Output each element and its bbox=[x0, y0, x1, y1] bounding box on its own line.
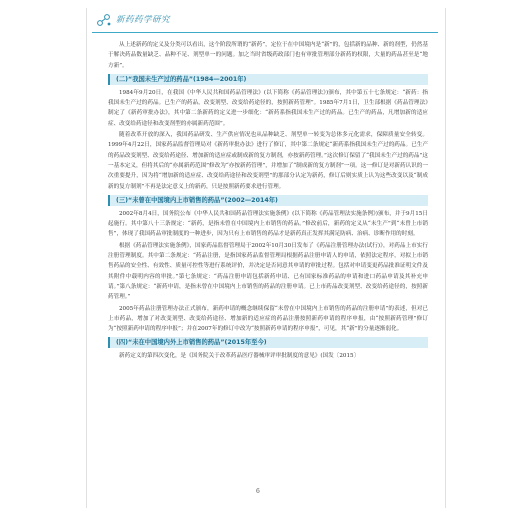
section-heading-2002-2014: (三)“未曾在中国境内上市销售的药品”(2002—2014年) bbox=[108, 195, 428, 206]
paragraph: 1984年9月20日，在我国《中华人民共和国药品管理法》(以下简称《药品管理法》)颁布，其中第五十七条规定：“新药：指我国未生产过的药品。已生产的药品，改变剂型、改变给药途径的，按照新药管理”。1985年7月1日，卫生部根据《药品管理法》制定了《新药审批办法》，其中第二条新药的定义进一步细化：“新药系指我国未生产过的药品。已生产的药品，凡增加新的适应症、改变给药途径和改变剂型的亦属新药范围”。 bbox=[108, 89, 428, 127]
page-number: 6 bbox=[256, 488, 260, 495]
header-title: 新药药学研究 bbox=[116, 15, 171, 25]
section-heading-2015: (四)“未在中国境内外上市销售的药品”(2015年至今) bbox=[108, 337, 428, 348]
paragraph: 2002年8月4日，国务院公布《中华人民共和国药品管理法实施条例》(以下简称《药品管理法实施条例》)颁布，并于9月15日起施行。其中第八十三条规定：“新药，是指未曾在中国境内上市销售的药品。”修改前后，新药的定义从“未生产”到“未曾上市销售”，体现了我国药品审批制度的一种进步，因为只有上市销售的药品才是新药真正发挥其满足防病、治病、诊断作用的时刻。 bbox=[108, 210, 428, 238]
paragraph: 新药定义的第四次变化，是《国务院关于改革药品医疗器械审评审批制度的意见》(国发〔2015〕 bbox=[119, 353, 360, 360]
paragraph: 2005年药品注册管理办法正式颁布，新药申请的概念继续保留“未曾在中国境内上市销售的药品的注册申请”的表述，但对已上市药品，增加了对改变剂型、改变给药途径、增加新的适应症的药品注册按照新药申请的程序申报，由“按照新药管理”修订为“按照新药申请的程序申报”；并在2007年的修订中改为“按照新药申请的程序申报”，可见，其“新”的分量逐渐弱化。 bbox=[108, 305, 428, 333]
paragraph: 从上述新药的定义及分类可以看出，这个阶段所谓的“新药”，定位于在中国境内是“新”的，包括新的品种、新的剂型，仍然基于解决药品数量缺乏、品种不足、剂型单一的问题。加之当时省级药政部门也有审批管理部分新药的权限，大量的药品甚至是“地方新”。 bbox=[108, 42, 428, 69]
section-heading-1984-2001: (二)“我国未生产过的药品”(1984—2001年) bbox=[108, 74, 428, 85]
paragraph: 随着改革开放的深入，我国药品研发、生产供应情况也从品种缺乏、剂型单一转变为总体多元化需求，保障质量安全转变。1999年4月22日，国家药品监督管理局对《新药审批办法》进行了修订，其中第二条规定“新药系指我国未生产过的药品。已生产的药品改变剂型、改变给药途径、增加新的适应症或制成新的复方制剂，亦按新药管理。”这次修订保留了“我国未生产过的药品”这一基本定义，但将其后的“亦属新药范围”修改为“亦按新药管理”，并增加了“制成新的复方制剂”一项。这一修订是对新药认识的一次重要提升，因为将“增加新的适应症、改变给药途径和改变剂型”的那部分认定为新药，修订后则实质上认为这些改变以及“制成新的复方制剂”不再是法定意义上的新药，只是按照新药要求进行管理。 bbox=[108, 132, 428, 190]
page-content bbox=[108, 40, 428, 363]
running-header bbox=[92, 10, 438, 33]
paragraph: 根据《药品管理法实施条例》，国家药品监督管理局于2002年10月30日发布了《药品注册管理办法(试行)》，对药品上市实行注册管理制度。其中第二条规定：“药品注册，是指国家药品监督管理局根据药品注册申请人的申请，依照法定程序，对拟上市销售药品的安全性、有效性、质量可控性等进行系统评价，并决定是否同意其申请的审批过程。包括对申请变更药品批准证明文件及其附件中载明内容的审批。”第七条规定：“药品注册申请包括新药申请、已有国家标准药品的申请和进口药品申请及其补充申请。”第八条规定：“新药申请，是指未曾在中国境内上市销售的药品的注册申请。已上市药品改变剂型、改变给药途径的，按照新药管理。” bbox=[108, 242, 428, 301]
molecule-logo-icon bbox=[96, 12, 112, 28]
